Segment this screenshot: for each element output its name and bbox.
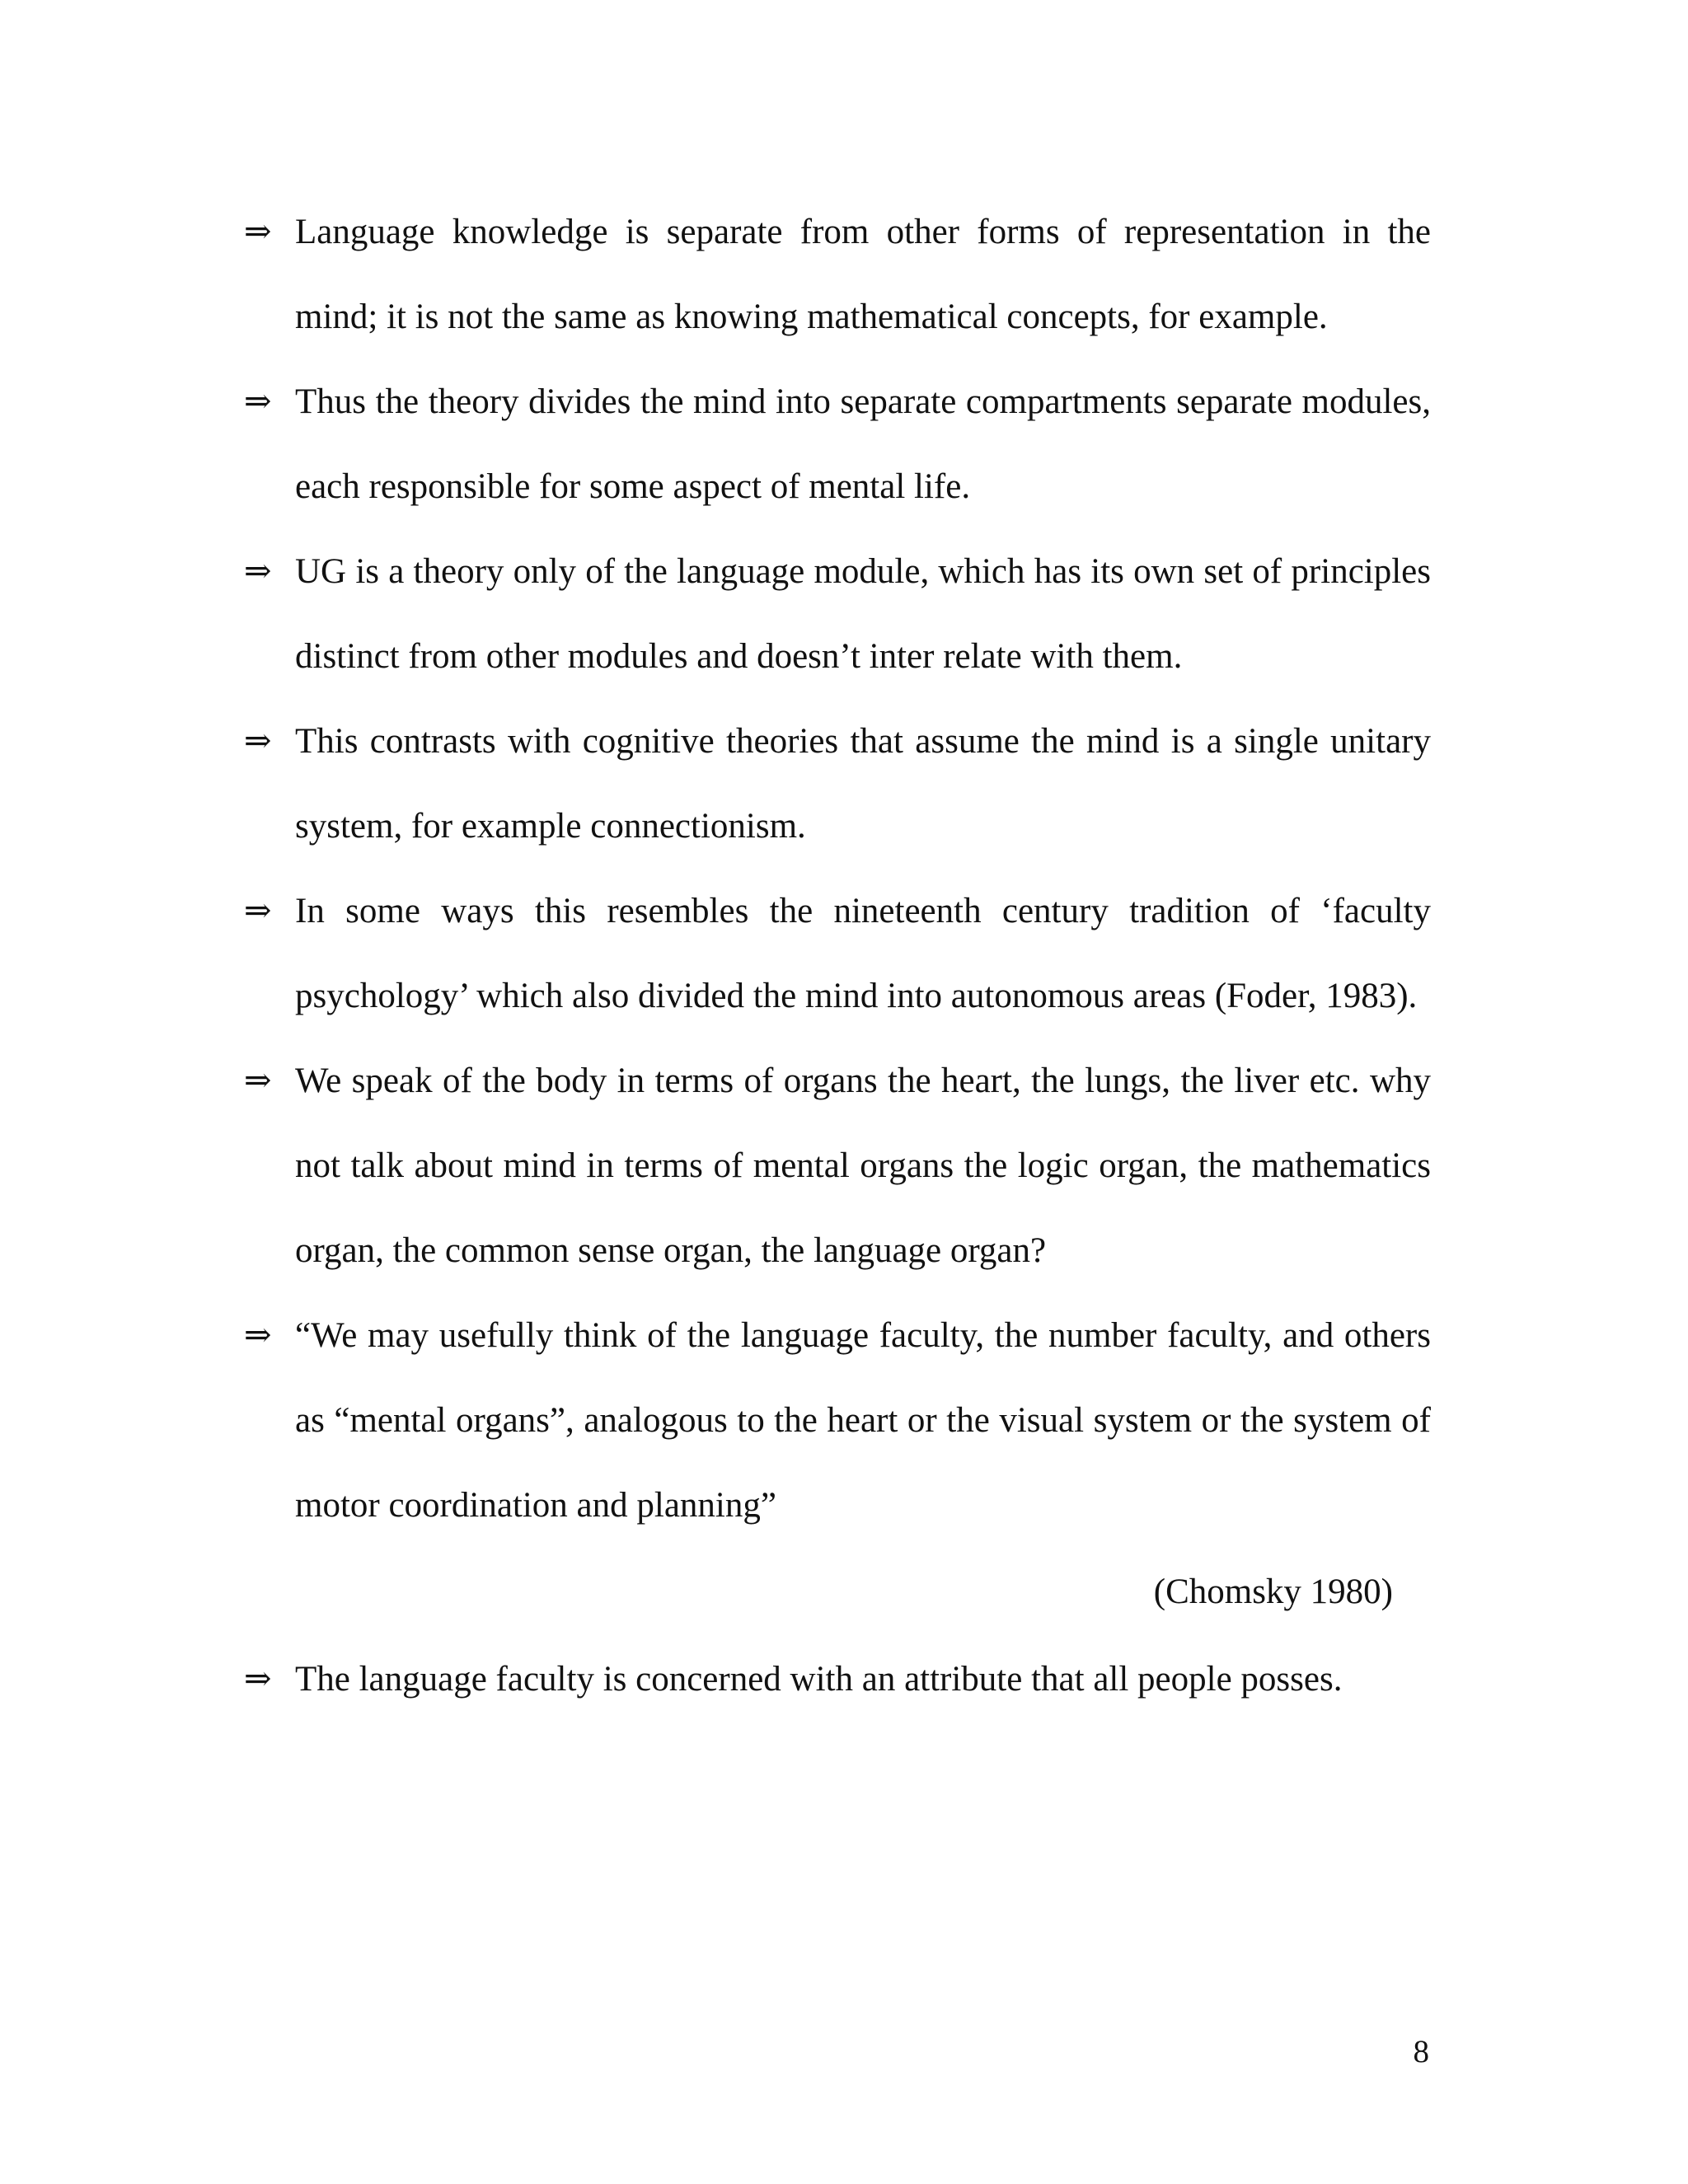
right-double-arrow-icon: ⇒: [244, 722, 272, 760]
right-double-arrow-icon: ⇒: [244, 213, 272, 251]
bullet-item: [244, 190, 1431, 359]
bullet-item: [244, 699, 1431, 869]
bullet-text: Thus the theory divides the mind into separate compartments separate modules, each responsible for some aspect of mental life.: [295, 382, 1431, 506]
bullet-text: The language faculty is concerned with an attribute that all people posses.: [295, 1660, 1343, 1699]
quotation-citation: (Chomsky 1980): [1153, 1572, 1393, 1611]
right-double-arrow-icon: ⇒: [244, 1062, 272, 1099]
right-double-arrow-icon: ⇒: [244, 382, 272, 420]
bullet-item: [244, 1637, 1431, 1722]
quotation-item: [244, 1293, 1431, 1548]
bullet-item: [244, 359, 1431, 529]
page-number: 8: [1413, 2034, 1429, 2069]
bullet-item: [244, 1038, 1431, 1293]
right-double-arrow-icon: ⇒: [244, 1316, 272, 1354]
bullet-text: Language knowledge is separate from other forms of representation in the mind; it is not the same as knowing mathematical concepts, for example.: [295, 213, 1431, 336]
bullet-item: [244, 869, 1431, 1038]
document-body: [244, 190, 1431, 1722]
quotation-text: “We may usefully think of the language faculty, the number faculty, and others as “mental organs”, analogous to the heart or the visual system or the system of motor coordination and planning”: [295, 1316, 1431, 1525]
right-double-arrow-icon: ⇒: [244, 892, 272, 930]
right-double-arrow-icon: ⇒: [244, 552, 272, 590]
bullet-text: This contrasts with cognitive theories that assume the mind is a single unitary system, for example connectionism.: [295, 722, 1431, 846]
bullet-item: [244, 529, 1431, 699]
bullet-text: We speak of the body in terms of organs the heart, the lungs, the liver etc. why not talk about mind in terms of mental organs the logic organ, the mathematics organ, the common sense organ, the language organ?: [295, 1062, 1431, 1270]
bullet-text: In some ways this resembles the nineteenth century tradition of ‘faculty psychology’ which also divided the mind into autonomous areas (Foder, 1983).: [295, 892, 1431, 1015]
right-double-arrow-icon: ⇒: [244, 1660, 272, 1698]
bullet-text: UG is a theory only of the language module, which has its own set of principles distinct from other modules and doesn’t inter relate with them.: [295, 552, 1431, 676]
